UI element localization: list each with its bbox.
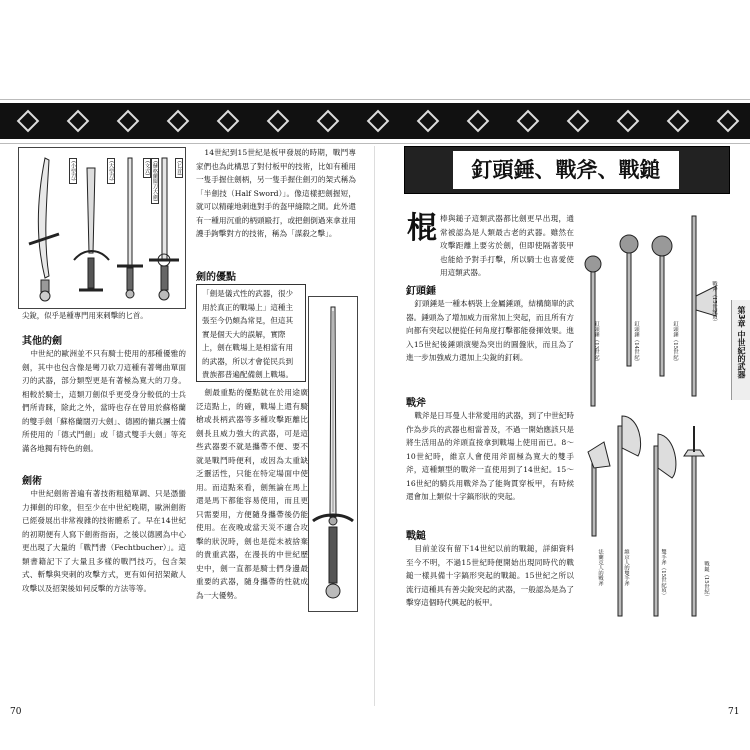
paragraph: 劍最重點的優點就在於用途廣泛這點上，的確，戰場上還有騎槍或長柄武器等多種攻擊距離比劍長且威力強大的武器，可是這些武器要不就是攜帶不便、要不就是戰鬥時便利，或因為太重缺乏靈活性，只能在特定場面中使用。而這點來看，劍無論在馬上還是馬下都能容易使用，而且更只需要用，方便隨身攜帶後仍能使用。在夜晚或當天災不適合攻擊的狀況時，劍也是從未被捨棄的貴重武器，在漫長的中世紀歷史中，劍一直都是騎士們身邊最重要的武器，隨身攜帶的性就成為一大優勢。 [196,388,308,600]
page-title: 釘頭錘、戰斧、戰鎚 [453,151,679,189]
paragraph: 戰斧是日耳曼人非常愛用的武器，到了中世紀時作為步兵的武器也相當普及，不過一開始應該只是將生活用品的斧頭直接拿到戰場上使用而已。8～10世紀時，維京人會使用斧面極為寬大的雙手斧，這種類型的戰斧一直使用到了14世紀。15～16世紀的騎兵用戰斧為了能夠貫穿板甲，有時候還會加上類似十字鎬形狀的突起。 [406,411,574,501]
figure-label: 維京人的雙手斧 [623,549,629,587]
figure-label: (小型刀) [69,158,77,184]
figure-label: 法蘭克人的戰斧 [597,549,603,587]
section-body [406,542,574,610]
chapter-tab [731,300,750,400]
half-sword-text [196,146,356,241]
chapter-label: 第3章 中世紀的武器 [737,306,746,379]
section-heading: 釘頭錘 [406,286,436,297]
section-body [406,297,574,365]
figure-label: 戰斧（15世紀頃） [711,281,717,325]
figure-label: (匕首) [175,158,183,178]
section-heading: 劍的優點 [196,272,236,283]
figure-caption: 尖銳，似乎是種專門用來刺擊的匕首。 [22,311,148,320]
title-banner [404,146,730,194]
figure-label: 戰鎚（15世紀） [703,561,709,600]
band-bottom-line [0,143,750,144]
figure-label: (大型刀) [107,158,115,184]
paragraph: 目前並沒有留下14世紀以前的戰鎚，詳細資料至今不明，不過15世紀時便開始出現同時代的戰鎚一樣具備十字鎬形突起的戰鎚。15世紀之所以流行這種具有善尖銳突起的武器，一般認為是為了擊穿這個時代興起的板甲。 [406,544,574,607]
figure-label: 釘頭錘（14世紀） [633,321,639,365]
page-number: 71 [728,707,740,717]
section-heading: 戰鎚 [406,531,426,542]
figure-label: (文式) [143,158,151,178]
longsword-figure [308,296,358,612]
figure-label: (蘇格蘭闊刀大劍) [151,158,159,204]
merit-body [196,386,308,602]
swords-illustration [19,148,185,308]
section-heading: 劍術 [22,476,42,487]
figure-label: 雙手斧（15世紀頃） [660,549,666,599]
swords-figure [18,147,186,309]
page-number: 70 [10,707,22,717]
merit-callout: 「劍是儀式性的武器，很少用於真正的戰場上」這種主張至今仍頗為常見，但這其實是個天大的誤解，實際上，劍在戰場上是相當有用的武器，所以才會從民兵到貴族都普遍配備劍上戰場。 [196,284,306,382]
paragraph: 釘頭錘是一種本柄裝上金屬錘頭，結構簡單的武器。錘頭為了增加威力而常加上突起，而且所有方向都有突起以便從任何角度打擊都能發揮效果。進入15世紀後錘頭演變為突出的圓盤狀，而且為了進一步加強威力還加上尖銳的釘刺。 [406,299,574,362]
figure-label: 釘頭錘（15世紀） [672,321,678,365]
gutter [374,146,375,706]
drop-cap: 棍 [407,211,437,246]
section-heading: 戰斧 [406,398,426,409]
paragraph: 中世紀的歐洲並不只有騎士使用的那種優雅的劍，其中也包含像是彎刀砍刀這種有著彎曲單面刃的武器，部分類型更是有著極為寬大的刀身。相較於騎士，這類刀劍似乎更受身分較低的士兵們所青睞，除此之外，當時也存在曾用於蘇格蘭的雙手劍「蘇格蘭闊刃大劍」、德國的傭兵團士備所使用的「德式鬥劍」或「德式雙手大劍」等充滿各地獨有特色的劍。 [22,349,186,453]
paragraph: 棒與鎚子這類武器都比劍更早出現，通常被認為是人類最古老的武器。雖然在攻擊距離上要劣於劍，但即使隔著裝甲也能給予對手打擊，所以騎士也喜愛使用這類武器。 [440,214,574,277]
section-body [22,487,186,595]
paragraph: 中世紀劍術普遍有著技術粗糙單調、只是憑蠻力揮劍的印象，但至少在中世紀晚期，歐洲劍術已經發展出非常複雜的技術體系了。早在14世紀的初期便有人寫下劍術指南，之後以德國為中心更出現了大量的「戰鬥書（Fechtbucher）」。這類書籍記下了大量且多樣的戰鬥技巧，包含架式、斬擊與突刺的攻擊方式，更有如何招架敵人攻擊以及招架後如何反擊的方法等等。 [22,489,186,593]
longsword-illustration [309,297,357,611]
section-heading: 其他的劍 [22,336,62,347]
band-top-line [0,99,750,100]
intro-text [406,212,574,280]
section-body [406,409,574,504]
section-body [22,347,186,455]
figure-label: 釘頭錘（13世紀） [593,321,599,365]
paragraph: 14世紀到15世紀是板甲發展的時期，戰鬥專家們也為此構思了對付板甲的技術，比如有種用一隻手握住劍柄，另一隻手握住劍刃的架式稱為「半劍技（Half Sword）」。像這樣把劍握短，就可以精確地刺進對手的盔甲縫隙之間。此外還有一種用沉重的柄頭毆打，或把劍倒過來拿並用護手鉤擊對方的技術，稱為「謀殺之擊」。 [196,148,356,238]
